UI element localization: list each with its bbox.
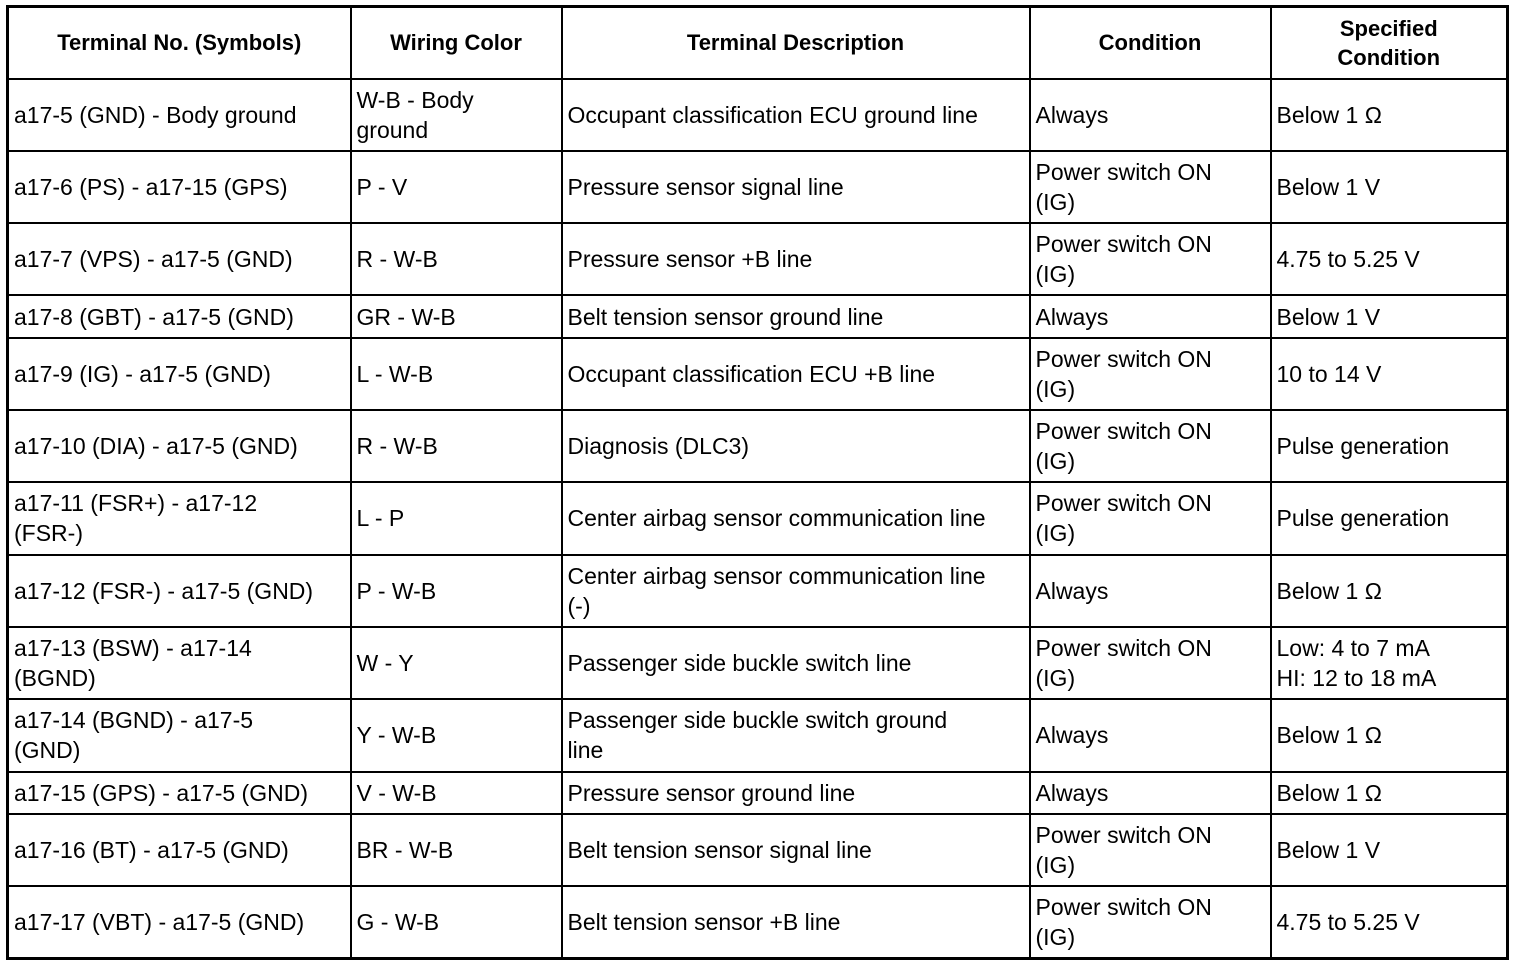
cell-wiring-color: P - V [351,151,562,223]
header-condition: Condition [1030,7,1271,79]
cell-terminal: a17-14 (BGND) - a17-5 (GND) [8,699,351,771]
cell-description: Occupant classification ECU +B line [562,338,1030,410]
cell-condition: Power switch ON (IG) [1030,482,1271,554]
table-row [8,295,1508,337]
cell-wiring-color: P - W-B [351,555,562,627]
table-row [8,410,1508,482]
cell-condition: Always [1030,555,1271,627]
cell-specified-condition: Below 1 V [1271,151,1508,223]
table-row [8,79,1508,151]
cell-specified-condition: Pulse generation [1271,410,1508,482]
table-row [8,886,1508,958]
cell-wiring-color: BR - W-B [351,814,562,886]
cell-terminal: a17-6 (PS) - a17-15 (GPS) [8,151,351,223]
cell-specified-condition: 10 to 14 V [1271,338,1508,410]
cell-wiring-color: W-B - Body ground [351,79,562,151]
cell-wiring-color: V - W-B [351,772,562,814]
cell-condition: Power switch ON (IG) [1030,151,1271,223]
cell-condition: Always [1030,295,1271,337]
cell-specified-condition: Below 1 Ω [1271,699,1508,771]
cell-terminal: a17-12 (FSR-) - a17-5 (GND) [8,555,351,627]
cell-wiring-color: R - W-B [351,223,562,295]
cell-description: Pressure sensor ground line [562,772,1030,814]
cell-specified-condition: 4.75 to 5.25 V [1271,886,1508,958]
header-wiring-color: Wiring Color [351,7,562,79]
cell-description: Center airbag sensor communication line (-) [562,555,1030,627]
cell-specified-condition: Below 1 Ω [1271,555,1508,627]
cell-condition: Always [1030,699,1271,771]
table-header-row [8,7,1508,79]
cell-description: Pressure sensor +B line [562,223,1030,295]
cell-description: Occupant classification ECU ground line [562,79,1030,151]
table-row [8,772,1508,814]
cell-wiring-color: W - Y [351,627,562,699]
cell-condition: Power switch ON (IG) [1030,338,1271,410]
cell-description: Pressure sensor signal line [562,151,1030,223]
table-row [8,814,1508,886]
cell-condition: Always [1030,772,1271,814]
cell-wiring-color: Y - W-B [351,699,562,771]
cell-terminal: a17-8 (GBT) - a17-5 (GND) [8,295,351,337]
cell-specified-condition: Below 1 Ω [1271,79,1508,151]
cell-description: Passenger side buckle switch line [562,627,1030,699]
cell-specified-condition: Below 1 Ω [1271,772,1508,814]
table-row [8,555,1508,627]
cell-specified-condition: 4.75 to 5.25 V [1271,223,1508,295]
table-row [8,338,1508,410]
cell-specified-condition: Pulse generation [1271,482,1508,554]
cell-description: Belt tension sensor +B line [562,886,1030,958]
table-row [8,151,1508,223]
cell-terminal: a17-5 (GND) - Body ground [8,79,351,151]
cell-terminal: a17-7 (VPS) - a17-5 (GND) [8,223,351,295]
terminal-spec-table [6,5,1509,960]
cell-wiring-color: GR - W-B [351,295,562,337]
cell-terminal: a17-13 (BSW) - a17-14 (BGND) [8,627,351,699]
cell-condition: Power switch ON (IG) [1030,886,1271,958]
table-row [8,223,1508,295]
table-row [8,627,1508,699]
cell-terminal: a17-9 (IG) - a17-5 (GND) [8,338,351,410]
cell-terminal: a17-17 (VBT) - a17-5 (GND) [8,886,351,958]
header-terminal-no: Terminal No. (Symbols) [8,7,351,79]
cell-specified-condition: Low: 4 to 7 mA HI: 12 to 18 mA [1271,627,1508,699]
cell-terminal: a17-16 (BT) - a17-5 (GND) [8,814,351,886]
cell-wiring-color: L - P [351,482,562,554]
header-specified-condition: Specified Condition [1271,7,1508,79]
cell-condition: Always [1030,79,1271,151]
cell-description: Belt tension sensor signal line [562,814,1030,886]
cell-condition: Power switch ON (IG) [1030,814,1271,886]
cell-wiring-color: R - W-B [351,410,562,482]
cell-terminal: a17-10 (DIA) - a17-5 (GND) [8,410,351,482]
table-row [8,699,1508,771]
cell-terminal: a17-11 (FSR+) - a17-12 (FSR-) [8,482,351,554]
cell-condition: Power switch ON (IG) [1030,627,1271,699]
cell-condition: Power switch ON (IG) [1030,410,1271,482]
cell-wiring-color: G - W-B [351,886,562,958]
cell-description: Center airbag sensor communication line [562,482,1030,554]
table-row [8,482,1508,554]
cell-terminal: a17-15 (GPS) - a17-5 (GND) [8,772,351,814]
cell-description: Belt tension sensor ground line [562,295,1030,337]
header-terminal-description: Terminal Description [562,7,1030,79]
cell-wiring-color: L - W-B [351,338,562,410]
cell-description: Passenger side buckle switch ground line [562,699,1030,771]
cell-description: Diagnosis (DLC3) [562,410,1030,482]
cell-specified-condition: Below 1 V [1271,814,1508,886]
cell-condition: Power switch ON (IG) [1030,223,1271,295]
cell-specified-condition: Below 1 V [1271,295,1508,337]
